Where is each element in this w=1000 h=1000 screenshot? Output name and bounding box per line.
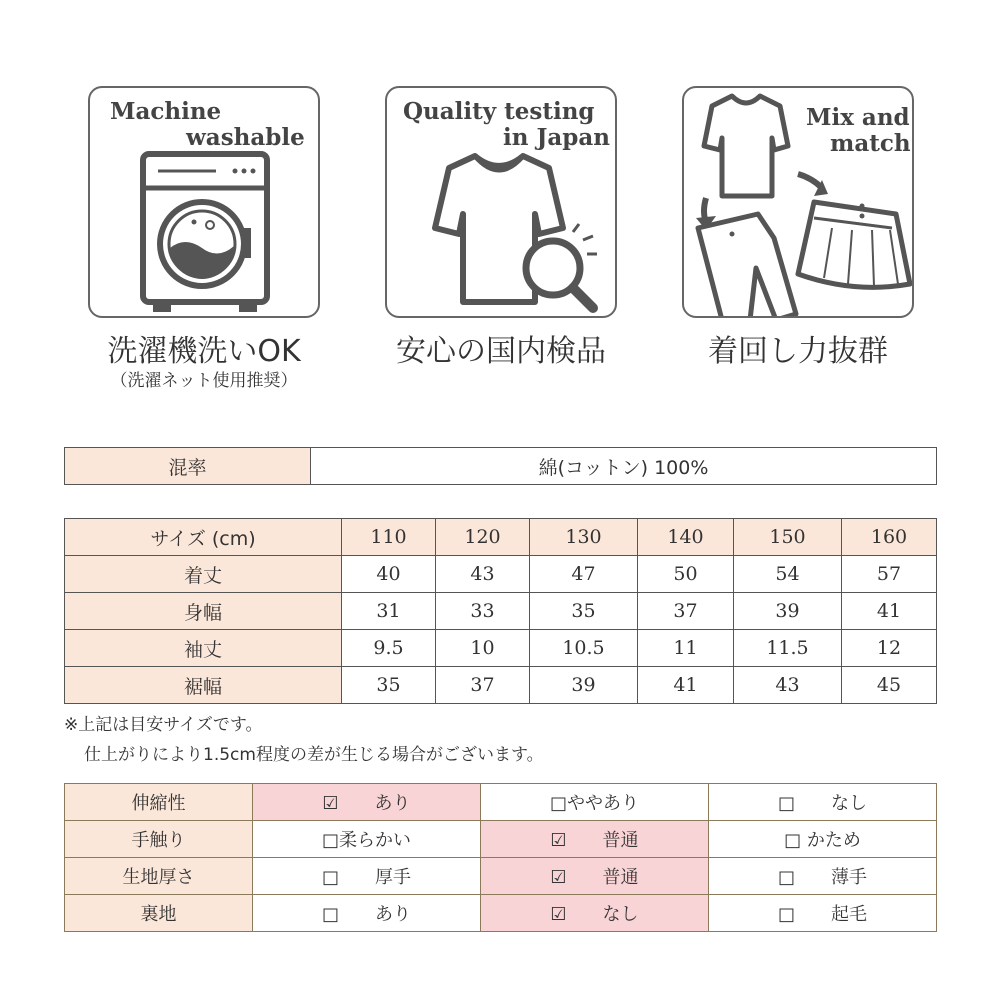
card-title-line1: Machine: [110, 98, 222, 125]
row-label: 裏地: [65, 895, 253, 932]
card-title-line1: Mix and: [806, 104, 910, 131]
table-cell: 11.5: [734, 630, 842, 667]
option: □ 厚手: [253, 858, 481, 895]
material-value: 綿(コットン) 100%: [311, 448, 937, 485]
size-150: 150: [734, 519, 842, 556]
caption-machine-washable: 洗濯機洗いOK: [107, 334, 301, 369]
caption-quality-testing: 安心の国内検品: [396, 334, 606, 369]
row-label: 身幅: [65, 593, 342, 630]
subcaption-laundry-net: （洗濯ネット使用推奨）: [110, 371, 298, 391]
table-cell: 39: [734, 593, 842, 630]
option: □ あり: [253, 895, 481, 932]
table-cell: 47: [530, 556, 638, 593]
size-table: [64, 518, 937, 704]
table-cell: 57: [842, 556, 937, 593]
card-title-line2: in Japan: [503, 124, 610, 151]
size-130: 130: [530, 519, 638, 556]
table-cell: 45: [842, 667, 937, 704]
table-row: [65, 667, 937, 704]
material-label: 混率: [65, 448, 311, 485]
outfit-mix-icon: [684, 88, 914, 318]
table-cell: 10: [436, 630, 530, 667]
machine-washable-card: [88, 86, 320, 318]
size-note-line1: ※上記は目安サイズです。: [64, 715, 263, 735]
table-cell: 35: [342, 667, 436, 704]
table-row: [65, 821, 937, 858]
table-cell: 41: [638, 667, 734, 704]
option-checked: ☑ なし: [481, 895, 709, 932]
quality-testing-card: [385, 86, 617, 318]
option: □ なし: [709, 784, 937, 821]
table-cell: 50: [638, 556, 734, 593]
table-cell: 37: [436, 667, 530, 704]
size-160: 160: [842, 519, 937, 556]
option: □柔らかい: [253, 821, 481, 858]
row-label: 裾幅: [65, 667, 342, 704]
table-cell: 40: [342, 556, 436, 593]
option: □ややあり: [481, 784, 709, 821]
option: □ 薄手: [709, 858, 937, 895]
table-cell: 35: [530, 593, 638, 630]
row-label: 手触り: [65, 821, 253, 858]
size-140: 140: [638, 519, 734, 556]
table-cell: 33: [436, 593, 530, 630]
table-cell: 43: [734, 667, 842, 704]
table-row: [65, 895, 937, 932]
row-label: 袖丈: [65, 630, 342, 667]
row-label: 生地厚さ: [65, 858, 253, 895]
table-row: [65, 556, 937, 593]
washing-machine-icon: [90, 88, 320, 318]
card-title-line1: Quality testing: [403, 98, 595, 125]
table-cell: 43: [436, 556, 530, 593]
option-checked: ☑ 普通: [481, 821, 709, 858]
table-cell: 10.5: [530, 630, 638, 667]
tshirt-magnifier-icon: [387, 88, 617, 318]
caption-mix-and-match: 着回し力抜群: [708, 334, 888, 369]
table-cell: 31: [342, 593, 436, 630]
table-cell: 12: [842, 630, 937, 667]
size-header-row: [65, 519, 937, 556]
fabric-feel-table: [64, 783, 937, 932]
table-cell: 11: [638, 630, 734, 667]
size-120: 120: [436, 519, 530, 556]
table-cell: 37: [638, 593, 734, 630]
table-row: [65, 858, 937, 895]
size-header-label: サイズ (cm): [65, 519, 342, 556]
material-table: [64, 447, 937, 485]
table-row: [65, 630, 937, 667]
table-cell: 54: [734, 556, 842, 593]
option-checked: ☑ あり: [253, 784, 481, 821]
table-row: [65, 593, 937, 630]
mix-and-match-card: [682, 86, 914, 318]
size-110: 110: [342, 519, 436, 556]
card-title-line2: match: [830, 130, 911, 157]
size-note-line2: 仕上がりにより1.5cm程度の差が生じる場合がございます。: [84, 745, 544, 765]
option: □ かため: [709, 821, 937, 858]
table-cell: 9.5: [342, 630, 436, 667]
row-label: 伸縮性: [65, 784, 253, 821]
card-title-line2: washable: [186, 124, 305, 151]
table-cell: 39: [530, 667, 638, 704]
option-checked: ☑ 普通: [481, 858, 709, 895]
row-label: 着丈: [65, 556, 342, 593]
table-cell: 41: [842, 593, 937, 630]
option: □ 起毛: [709, 895, 937, 932]
table-row: [65, 784, 937, 821]
